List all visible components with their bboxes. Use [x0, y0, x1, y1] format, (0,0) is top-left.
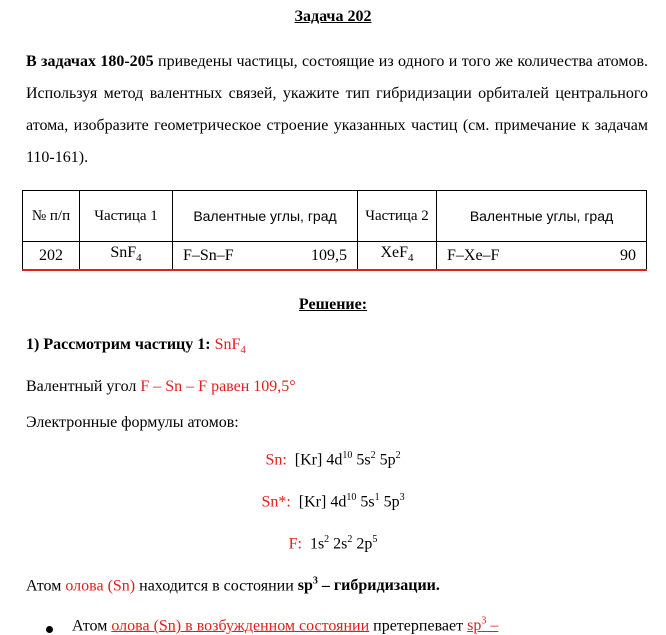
angle-1-value: 109,5 — [311, 246, 347, 264]
formulas-heading: Электронные формулы атомов: — [26, 414, 239, 431]
tin-label: олова (Sn) — [65, 577, 136, 595]
step-1-line — [26, 336, 246, 356]
formula-f: F: $1s^2$ $2s^2$ $2p^5$ — [288, 534, 378, 553]
cell-particle-1: SnF$_4$ — [80, 242, 173, 270]
header-angles-1: Валентные углы, град — [173, 191, 358, 242]
header-angles-2: Валентные углы, град — [437, 191, 647, 242]
intro-bold-prefix: В задачах 180-205 — [26, 53, 154, 70]
step-1-particle: SnF$_4$ — [214, 336, 246, 357]
formula-sn: Sn: [Kr] $4d^{10}$ $5s^2$ $5p^2$ — [265, 450, 401, 469]
valence-angle-value: F – Sn – F равен 109,5° — [140, 378, 296, 395]
hybridization-state-line: Атом олова (Sn) находится в состоянии $sp^3$ – гибридизации. — [26, 576, 440, 595]
hybridization-type: $sp^3$ – гибридизации. — [297, 576, 440, 595]
header-particle-1: Частица 1 — [80, 191, 173, 242]
intro-text: приведены частицы, состоящие из одного и того же количества атомов. Используя метод валентных связей, укажите тип гибридизации орбиталей центрального атома, изобразите геометрическое строение указанных частиц (см. примечание к задачам 110-161). — [26, 53, 648, 166]
step-1-label: 1) Рассмотрим частицу 1: — [26, 336, 215, 353]
formula-sn-excited: Sn*: [Kr] $4d^{10}$ $5s^1$ $5p^3$ — [261, 492, 405, 511]
solution-heading: Решение: — [298, 296, 368, 313]
bullet-icon — [46, 626, 53, 633]
angle-2-name: F–Xe–F — [447, 246, 500, 264]
valence-angle-line: Валентный угол F – Sn – F равен 109,5° — [26, 378, 296, 395]
bullet-line: Атом олова (Sn) в возбужденном состоянии претерпевает $sp^3$ – — [72, 616, 499, 635]
cell-particle-2: XeF$_4$ — [358, 242, 437, 270]
task-table — [22, 190, 647, 270]
table-row — [23, 242, 647, 270]
angle-2-value: 90 — [620, 246, 636, 264]
task-intro — [26, 46, 648, 174]
task-title: Задача 202 — [294, 8, 372, 25]
header-num: № п/п — [23, 191, 80, 242]
cell-angle-1 — [173, 242, 358, 270]
cell-angle-2 — [437, 242, 647, 270]
angle-1-name: F–Sn–F — [183, 246, 234, 264]
table-red-underline — [22, 269, 647, 271]
header-particle-2: Частица 2 — [358, 191, 437, 242]
cell-num: 202 — [23, 242, 80, 270]
